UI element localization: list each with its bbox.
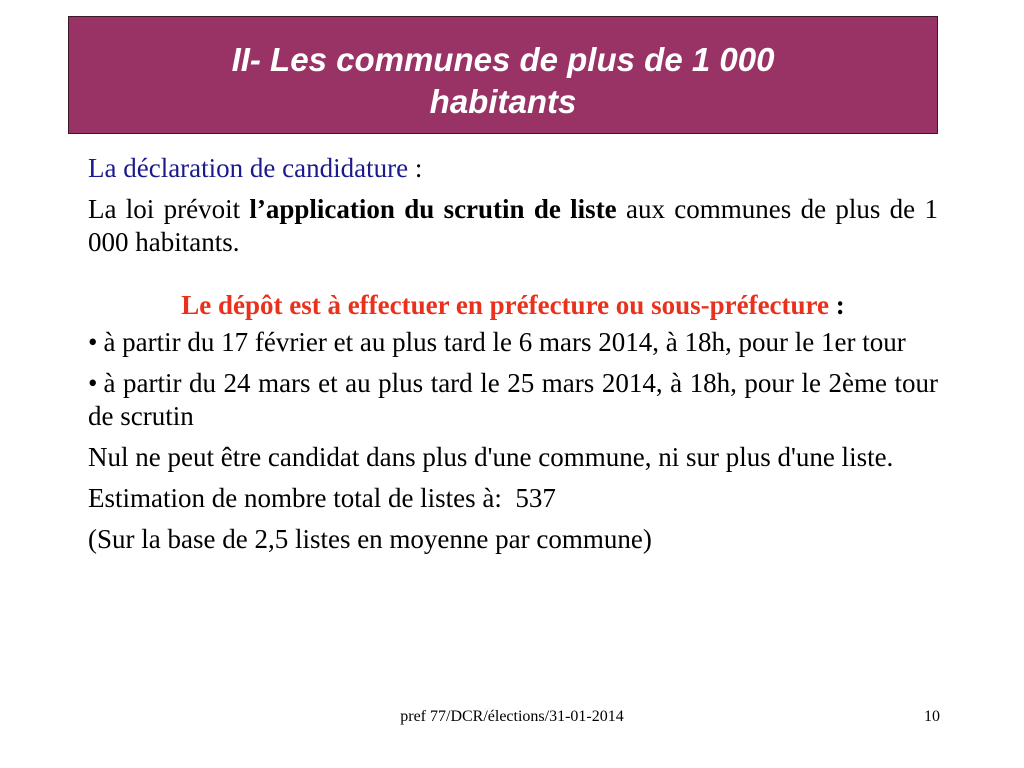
law-prefix: La loi prévoit xyxy=(88,194,250,224)
basis-paragraph: (Sur la base de 2,5 listes en moyenne par commune) xyxy=(88,524,652,554)
nul-paragraph: Nul ne peut être candidat dans plus d'une commune, ni sur plus d'une liste. xyxy=(88,442,894,472)
bullet-icon: • xyxy=(88,327,98,357)
slide-content xyxy=(88,152,938,564)
deposit-heading-colon: : xyxy=(829,290,845,320)
footer-reference: pref 77/DCR/élections/31-01-2014 xyxy=(400,708,624,725)
estimation-paragraph: Estimation de nombre total de listes à: 537 xyxy=(88,483,556,513)
bullet-text-2: à partir du 24 mars et au plus tard le 25 mars 2014, à 18h, pour le 2ème tour de scrutin xyxy=(88,368,938,431)
deposit-heading-paragraph xyxy=(88,289,938,322)
title-line-2: habitants xyxy=(429,83,577,120)
law-bold-text: l’application du scrutin de liste xyxy=(249,194,617,224)
title-banner xyxy=(68,16,938,134)
subheading-colon: : xyxy=(408,153,423,183)
list-item xyxy=(88,367,938,433)
subheading: La déclaration de candidature xyxy=(88,153,409,183)
list-item xyxy=(88,326,938,359)
law-suffix: aux communes de plus de 1 000 habitants. xyxy=(88,194,938,257)
bullet-icon: • xyxy=(88,368,98,398)
law-paragraph xyxy=(88,193,938,259)
page-number: 10 xyxy=(924,708,940,725)
title-line-1: II- Les communes de plus de 1 000 xyxy=(231,41,775,78)
bullet-text-1: à partir du 17 février et au plus tard le 6 mars 2014, à 18h, pour le 1er tour xyxy=(103,327,906,357)
slide-title xyxy=(69,39,937,123)
subheading-paragraph xyxy=(88,152,938,185)
deposit-heading: Le dépôt est à effectuer en préfecture ou sous-préfecture xyxy=(181,290,830,320)
